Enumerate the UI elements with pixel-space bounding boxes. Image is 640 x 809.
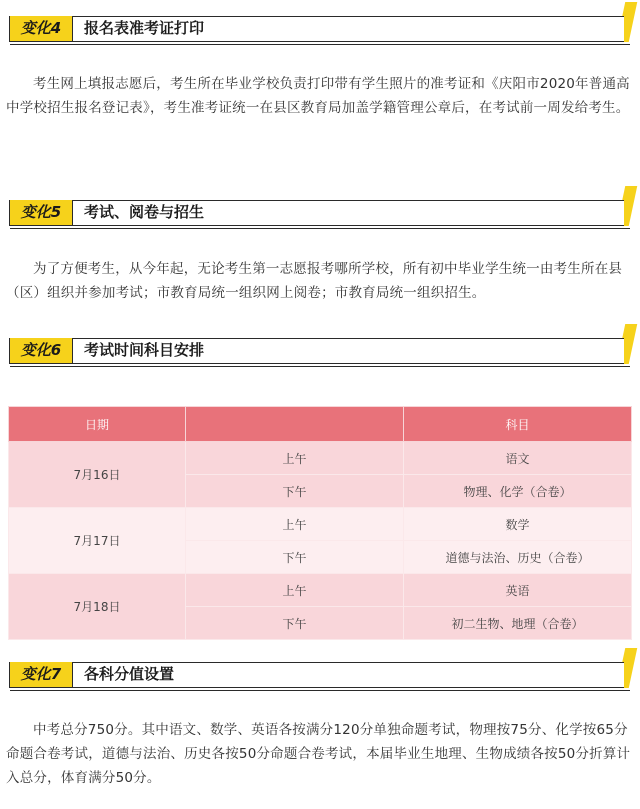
date-cell: 7月17日 bbox=[9, 508, 186, 574]
subject-cell: 语文 bbox=[404, 442, 632, 475]
section-paragraph: 考生网上填报志愿后，考生所在毕业学校负责打印带有学生照片的准考证和《庆阳市2020年普通高中学校招生报名登记表》，考生准考证统一在县区教育局加盖学籍管理公章后，在考试前一周发给考生。 bbox=[6, 76, 630, 116]
subject-cell: 物理、化学（合卷） bbox=[404, 475, 632, 508]
exam-schedule-table bbox=[8, 406, 632, 640]
section-header-7 bbox=[9, 662, 633, 690]
table-header-row bbox=[9, 407, 632, 442]
section-title: 考试时间科目安排 bbox=[84, 341, 205, 359]
section-title: 考试、阅卷与招生 bbox=[84, 203, 205, 221]
section-title: 各科分值设置 bbox=[84, 665, 175, 683]
section-tag: 变化6 bbox=[10, 338, 73, 363]
header-subject: 科目 bbox=[404, 407, 632, 442]
header-half bbox=[186, 407, 404, 442]
section-tag: 变化7 bbox=[10, 662, 73, 687]
half-cell: 下午 bbox=[186, 541, 404, 574]
section-header-6 bbox=[9, 338, 633, 366]
table-row bbox=[9, 508, 632, 541]
subject-cell: 初二生物、地理（合卷） bbox=[404, 607, 632, 640]
section-title: 报名表准考证打印 bbox=[84, 19, 205, 37]
half-cell: 下午 bbox=[186, 475, 404, 508]
date-cell: 7月16日 bbox=[9, 442, 186, 508]
section-tag: 变化5 bbox=[10, 200, 73, 225]
half-cell: 上午 bbox=[186, 442, 404, 475]
subject-cell: 数学 bbox=[404, 508, 632, 541]
section-paragraph: 中考总分750分。其中语文、数学、英语各按满分120分单独命题考试，物理按75分、化学按65分命题合卷考试，道德与法治、历史各按50分命题合卷考试，本届毕业生地理、生物成绩各按50分折算计入总分，体育满分50分。 bbox=[6, 722, 631, 786]
date-cell: 7月18日 bbox=[9, 574, 186, 640]
half-cell: 上午 bbox=[186, 508, 404, 541]
section-paragraph: 为了方便考生，从今年起，无论考生第一志愿报考哪所学校，所有初中毕业学生统一由考生所在县（区）组织并参加考试；市教育局统一组织网上阅卷；市教育局统一组织招生。 bbox=[6, 261, 623, 301]
half-cell: 下午 bbox=[186, 607, 404, 640]
table-row bbox=[9, 574, 632, 607]
half-cell: 上午 bbox=[186, 574, 404, 607]
subject-cell: 英语 bbox=[404, 574, 632, 607]
header-date: 日期 bbox=[9, 407, 186, 442]
subject-cell: 道德与法治、历史（合卷） bbox=[404, 541, 632, 574]
section-header-5 bbox=[9, 200, 633, 228]
table-row bbox=[9, 442, 632, 475]
section-header-4 bbox=[9, 16, 633, 44]
section-tag: 变化4 bbox=[10, 16, 73, 41]
